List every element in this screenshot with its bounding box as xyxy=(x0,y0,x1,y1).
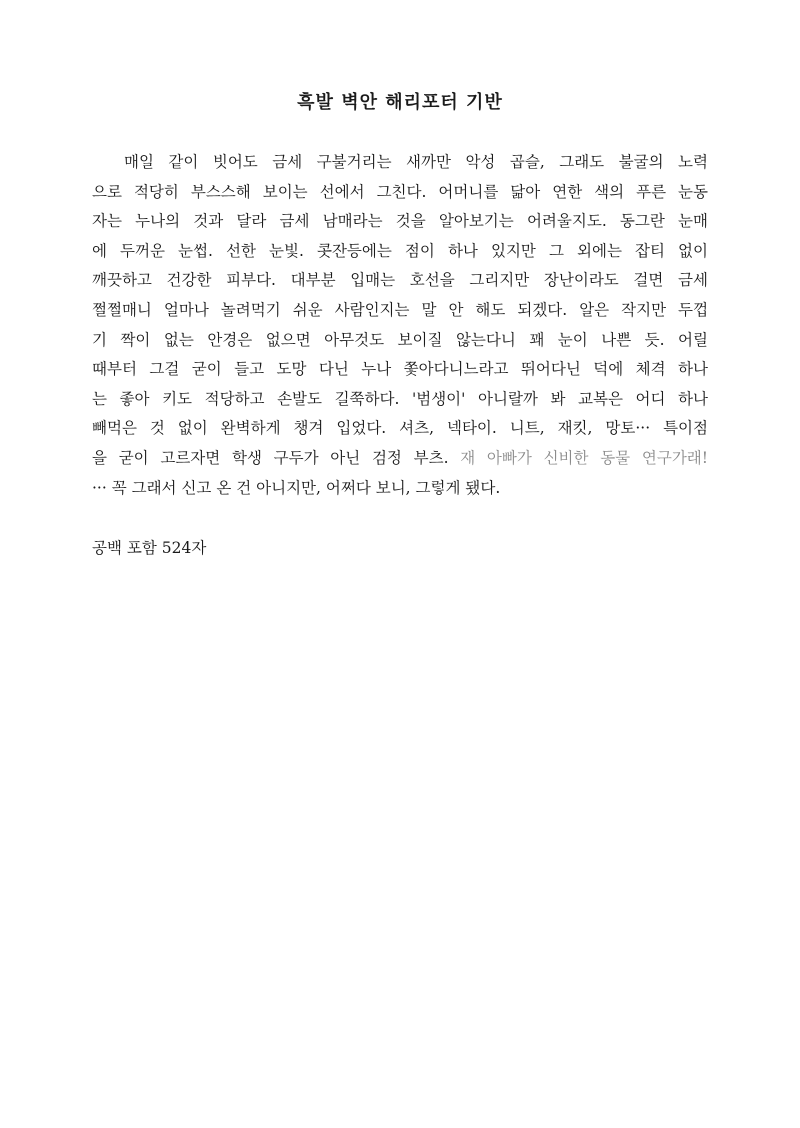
document-body xyxy=(92,148,708,503)
body-line: 는 좋아 키도 적당하고 손발도 길쭉하다. '범생이' 아니랄까 봐 교복은 어디 하나 xyxy=(92,389,708,408)
body-line-final: ··· 꼭 그래서 신고 온 건 아니지만, 어쩌다 보니, 그렇게 됐다. xyxy=(92,478,501,497)
body-line: 에 두꺼운 눈썹. 선한 눈빛. 콧잔등에는 점이 하나 있지만 그 외에는 잡티 없이 xyxy=(92,241,708,260)
aside-quote: 재 아빠가 신비한 동물 연구가래! xyxy=(460,448,708,467)
document-title: 흑발 벽안 해리포터 기반 xyxy=(297,92,503,113)
body-line xyxy=(92,444,708,474)
body-line-text: 을 굳이 고르자면 학생 구두가 아닌 검정 부츠. xyxy=(92,448,449,467)
body-line: 때부터 그걸 굳이 들고 도망 다닌 누나 쫓아다니느라고 뛰어다닌 덕에 체격 하나 xyxy=(92,360,708,379)
character-count: 공백 포함 524자 xyxy=(92,539,207,557)
body-line: 기 짝이 없는 안경은 없으면 아무것도 보이질 않는다니 꽤 눈이 나쁜 듯. 어릴 xyxy=(92,330,708,349)
body-line xyxy=(92,148,708,178)
body-line-text: 매일 같이 빗어도 금세 구불거리는 새까만 악성 곱슬, 그래도 불굴의 노력 xyxy=(124,153,708,171)
body-line: 깨끗하고 건강한 피부다. 대부분 입매는 호선을 그리지만 장난이라도 걸면 금세 xyxy=(92,271,708,290)
body-line: 으로 적당히 부스스해 보이는 선에서 그친다. 어머니를 닮아 연한 색의 푸른 눈동 xyxy=(92,182,708,201)
body-line: 빼먹은 것 없이 완벽하게 챙겨 입었다. 셔츠, 넥타이. 니트, 재킷, 망토··· 특이점 xyxy=(92,419,708,438)
body-line: 자는 누나의 것과 달라 금세 남매라는 것을 알아보기는 어려울지도. 동그란 눈매 xyxy=(92,212,708,231)
body-line: 쩔쩔매니 얼마나 놀려먹기 쉬운 사람인지는 말 안 해도 되겠다. 알은 작지만 두껍 xyxy=(92,300,708,319)
